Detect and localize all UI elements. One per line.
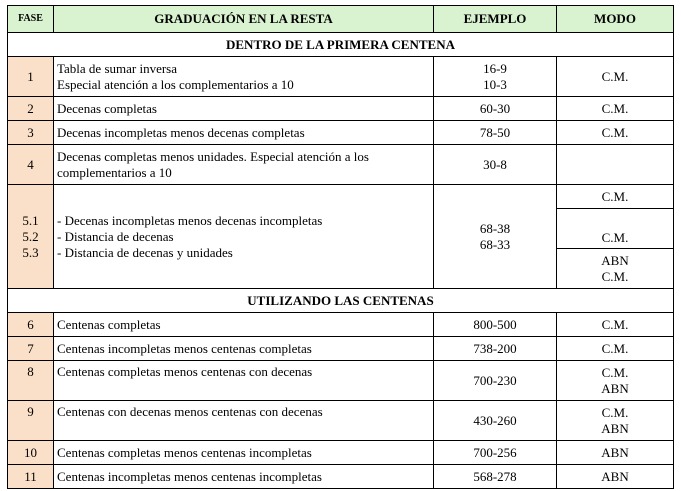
modo-cell: C.M. — [557, 313, 674, 337]
table-row — [8, 401, 674, 441]
desc-cell: Decenas completas — [54, 97, 434, 121]
ejemplo-cell: 738-200 — [434, 337, 557, 361]
ejemplo-cell: 60-30 — [434, 97, 557, 121]
ejemplo-cell: 700-256 — [434, 441, 557, 465]
section-row-centenas — [8, 289, 674, 313]
desc-cell — [54, 185, 434, 289]
ejemplo-cell — [434, 57, 557, 97]
modo-line: ABN — [601, 380, 629, 396]
desc-cell: Centenas incompletas menos centenas completas — [54, 337, 434, 361]
modo-cell — [557, 361, 674, 401]
modo-cell: C.M. — [557, 97, 674, 121]
desc-line: Decenas completas menos unidades. Especial atención a los — [57, 148, 369, 164]
ejemplo-line: 10-3 — [483, 76, 507, 92]
fase-line: 5.2 — [22, 228, 39, 244]
table-row — [8, 121, 674, 145]
modo-line: C.M. — [601, 364, 629, 380]
modo-cell: C.M. — [557, 337, 674, 361]
modo-cell — [557, 401, 674, 441]
ejemplo-cell: 78-50 — [434, 121, 557, 145]
fase-line: 5.1 — [22, 212, 39, 228]
fase-cell: 6 — [8, 313, 54, 337]
table-row — [8, 465, 674, 489]
fase-cell: 8 — [8, 361, 54, 401]
fase-cell: 2 — [8, 97, 54, 121]
ejemplo-cell: 700-230 — [434, 361, 557, 401]
table-row — [8, 441, 674, 465]
fase-cell: 7 — [8, 337, 54, 361]
header-ejemplo: EJEMPLO — [434, 6, 557, 33]
ejemplo-cell: 800-500 — [434, 313, 557, 337]
ejemplo-cell: 30-8 — [434, 145, 557, 185]
desc-cell: Centenas con decenas menos centenas con decenas — [54, 401, 434, 441]
desc-line: - Decenas incompletas menos decenas incompletas — [57, 212, 323, 228]
graduation-table — [7, 5, 674, 489]
fase-cell: 10 — [8, 441, 54, 465]
modo-cell: C.M. — [557, 209, 674, 249]
desc-cell: Centenas completas — [54, 313, 434, 337]
section-title-centenas: UTILIZANDO LAS CENTENAS — [8, 289, 674, 313]
section-title-primera: DENTRO DE LA PRIMERA CENTENA — [8, 33, 674, 57]
modo-line: ABN — [601, 252, 629, 268]
header-graduacion: GRADUACIÓN EN LA RESTA — [54, 6, 434, 33]
modo-line: C.M. — [601, 268, 629, 284]
table-row — [8, 145, 674, 185]
table-row — [8, 313, 674, 337]
desc-line: Tabla de sumar inversa — [57, 60, 178, 76]
desc-cell: Decenas incompletas menos decenas completas — [54, 121, 434, 145]
desc-line: Especial atención a los complementarios a 10 — [57, 76, 294, 92]
desc-line: - Distancia de decenas y unidades — [57, 244, 233, 260]
table-row — [8, 97, 674, 121]
fase-cell — [8, 185, 54, 289]
table-row — [8, 57, 674, 97]
header-fase: FASE — [8, 6, 54, 33]
modo-line: C.M. — [601, 404, 629, 420]
table-row — [8, 361, 674, 401]
ejemplo-cell — [434, 185, 557, 289]
header-modo: MODO — [557, 6, 674, 33]
ejemplo-line: 16-9 — [483, 60, 507, 76]
desc-cell: Centenas completas menos centenas con decenas — [54, 361, 434, 401]
fase-cell: 9 — [8, 401, 54, 441]
fase-cell: 11 — [8, 465, 54, 489]
ejemplo-line: 68-38 — [479, 220, 511, 236]
desc-line: - Distancia de decenas — [57, 228, 174, 244]
modo-cell: C.M. — [557, 185, 674, 209]
modo-cell — [557, 249, 674, 289]
modo-line: ABN — [601, 420, 629, 436]
desc-line: complementarios a 10 — [57, 164, 172, 180]
desc-cell — [54, 57, 434, 97]
ejemplo-cell: 568-278 — [434, 465, 557, 489]
fase-cell: 3 — [8, 121, 54, 145]
desc-cell: Centenas completas menos centenas incompletas — [54, 441, 434, 465]
modo-cell: ABN — [557, 465, 674, 489]
table-row — [8, 337, 674, 361]
desc-cell: Centenas incompletas menos centenas incompletas — [54, 465, 434, 489]
ejemplo-line: 68-33 — [479, 236, 511, 252]
fase-cell: 1 — [8, 57, 54, 97]
header-row — [8, 6, 674, 33]
modo-cell — [557, 145, 674, 185]
modo-cell: C.M. — [557, 57, 674, 97]
modo-cell: ABN — [557, 441, 674, 465]
ejemplo-cell: 430-260 — [434, 401, 557, 441]
fase-cell: 4 — [8, 145, 54, 185]
desc-cell — [54, 145, 434, 185]
fase-line: 5.3 — [22, 244, 39, 260]
modo-cell: C.M. — [557, 121, 674, 145]
section-row-primera — [8, 33, 674, 57]
table-row — [8, 185, 674, 209]
